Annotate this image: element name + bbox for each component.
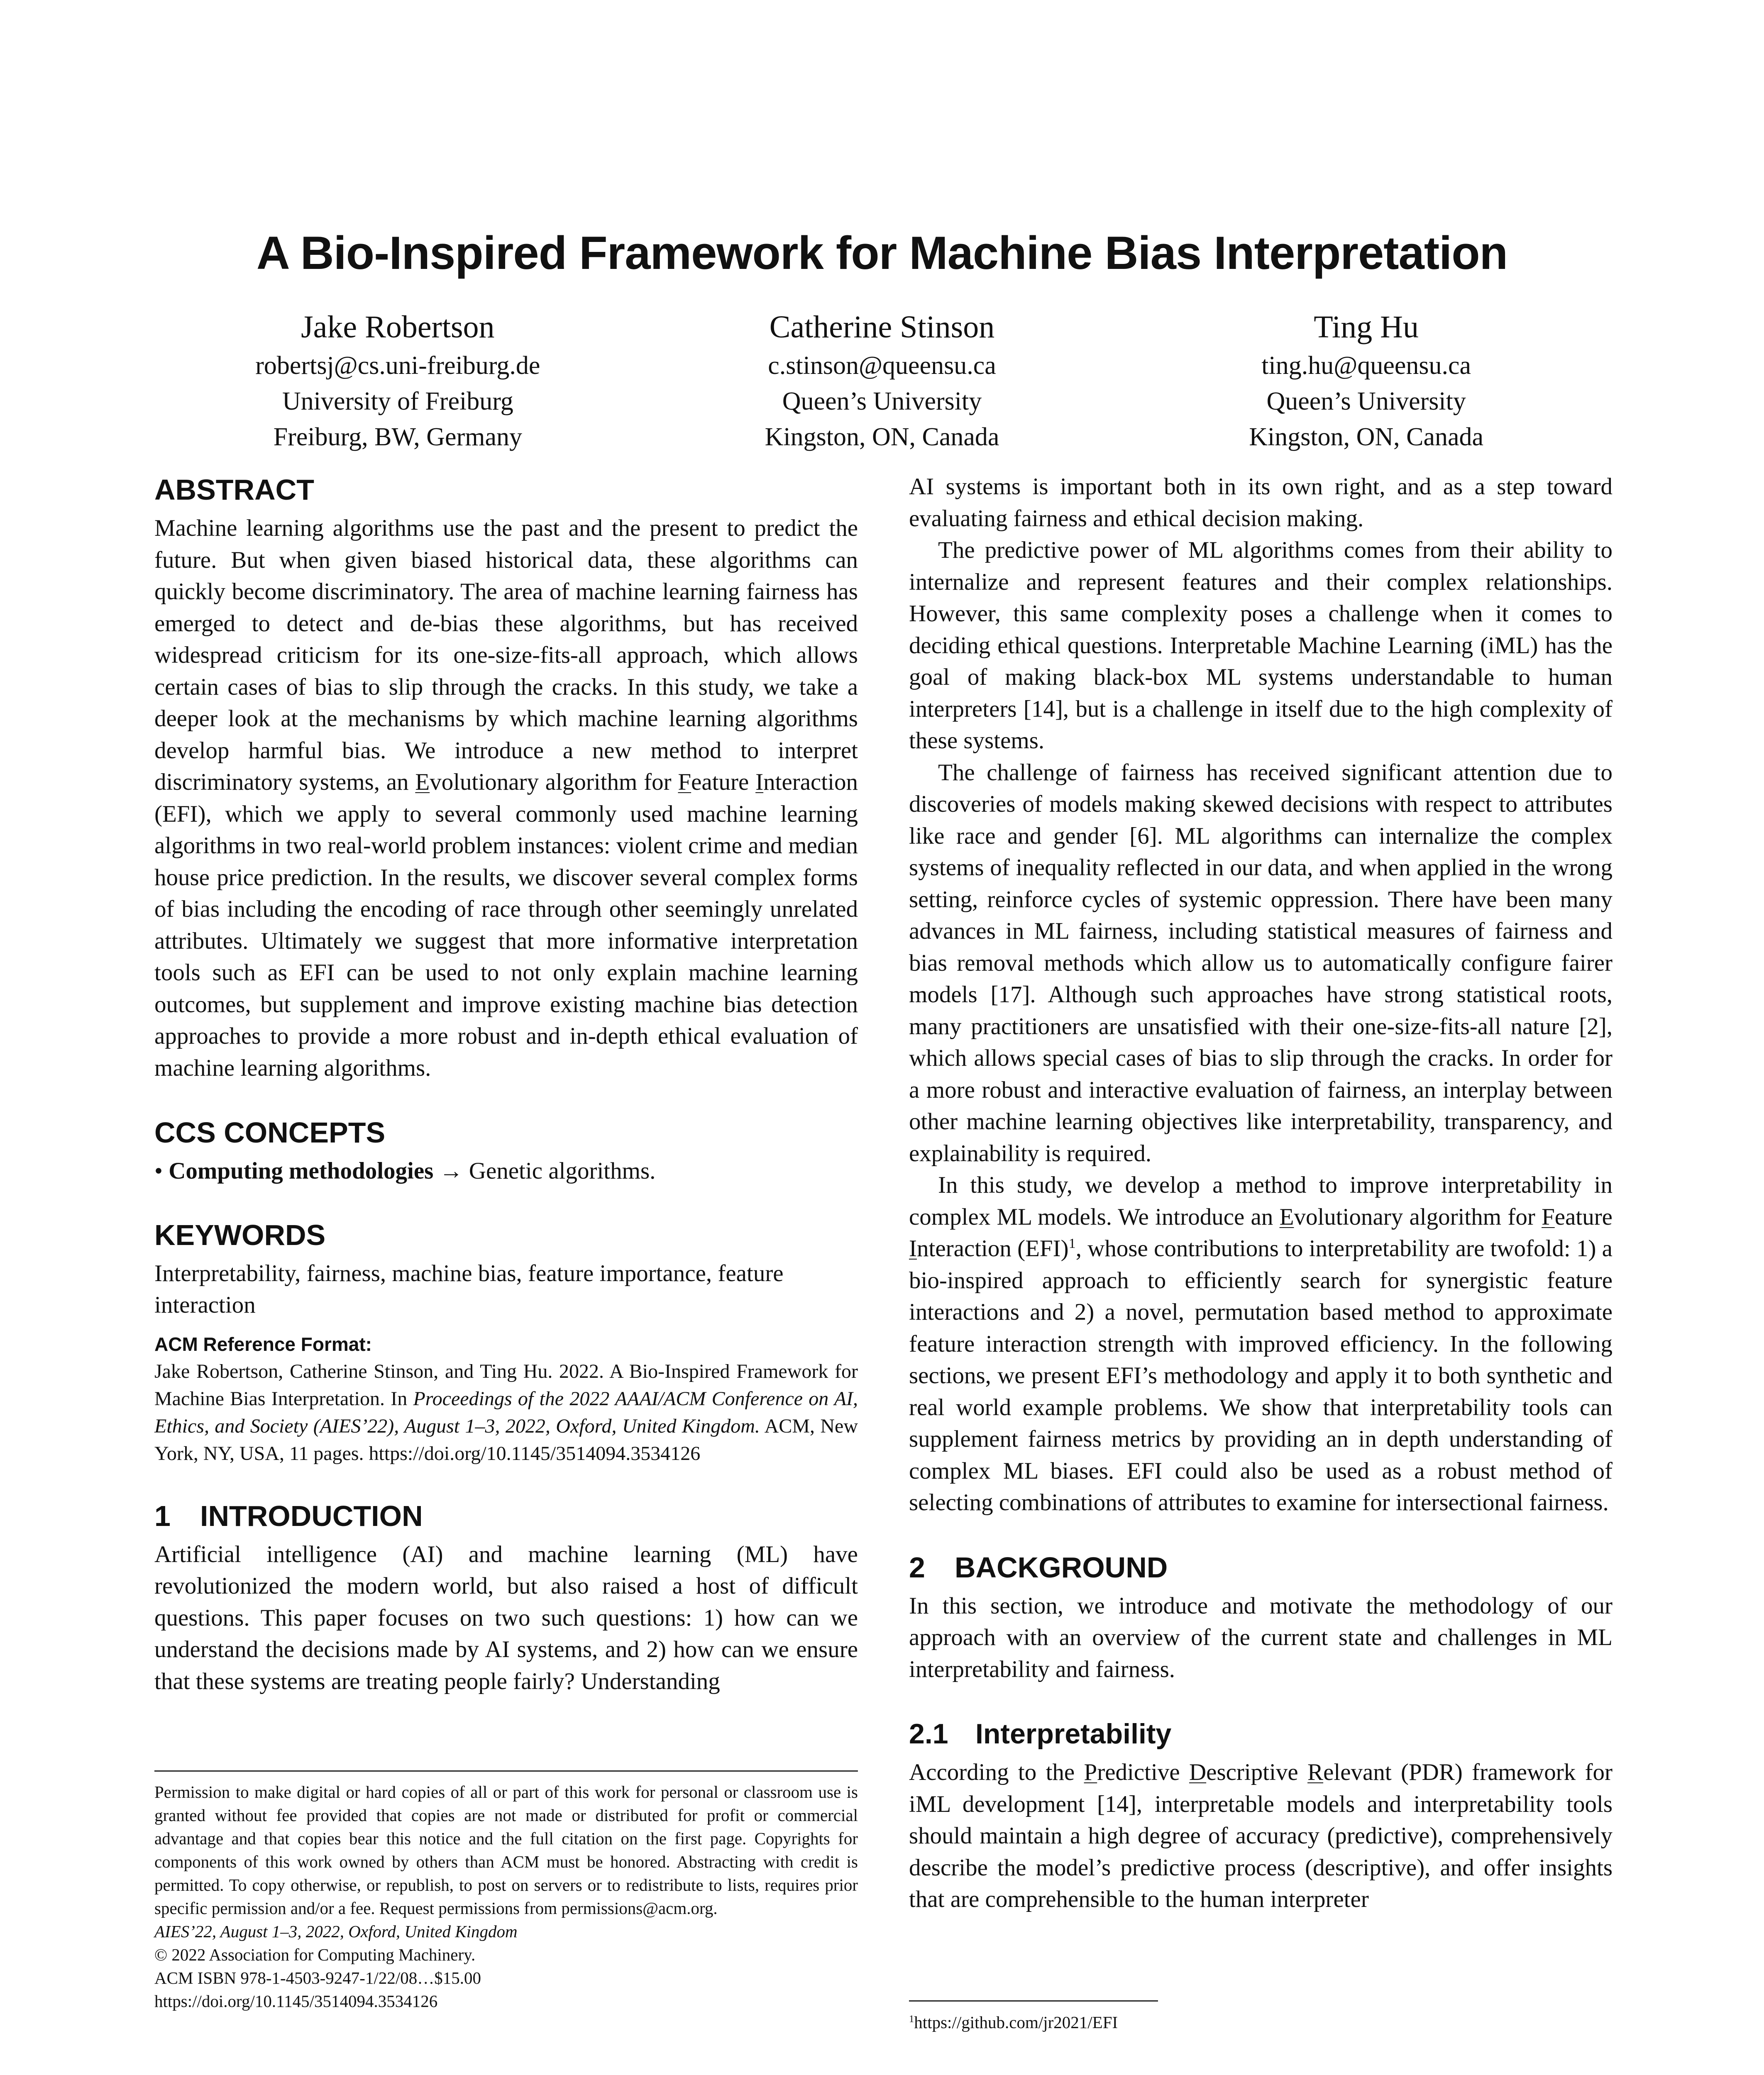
author-1 — [156, 306, 640, 455]
ccs-heading: CCS CONCEPTS — [154, 1116, 386, 1149]
acm-reference-heading: ACM Reference Format: — [154, 1333, 372, 1355]
subsection-heading-interpretability: 2.1 Interpretability — [909, 1718, 1172, 1750]
author-affiliation: Queen’s University — [782, 387, 982, 415]
footnote-divider — [154, 1770, 858, 1772]
author-name: Catherine Stinson — [769, 310, 995, 344]
intro-left-text: Artificial intelligence (AI) and machine learning (ML) have revolutionized the modern world, but also raised a host of difficult questions. This paper focuses on two such questions: 1) how can we understand the decisions made by AI systems, and 2) how can we ensure that these systems are treating people fairly? Understanding — [154, 1541, 858, 1694]
abstract-heading: ABSTRACT — [154, 474, 314, 506]
author-block — [156, 306, 1608, 455]
author-email: robertsj@cs.uni-freiburg.de — [255, 352, 540, 380]
permission-notice — [154, 1780, 858, 2013]
doi-line: https://doi.org/10.1145/3514094.3534126 — [154, 1992, 438, 2011]
section-heading-background: 2 BACKGROUND — [909, 1551, 1168, 1584]
section-heading-introduction: 1 INTRODUCTION — [154, 1499, 423, 1532]
author-name: Ting Hu — [1314, 310, 1419, 344]
isbn-line: ACM ISBN 978-1-4503-9247-1/22/08…$15.00 — [154, 1968, 481, 1987]
ccs-concepts: • Computing methodologies → Genetic algorithms. — [154, 1158, 656, 1184]
author-email: ting.hu@queensu.ca — [1261, 352, 1471, 380]
footnote-1: $^1$https://github.com/jr2021/EFI — [909, 2013, 1118, 2032]
footnote-marker: 1 — [1068, 1236, 1076, 1251]
intro-paragraph: The predictive power of ML algorithms comes from their ability to internalize and represent features and their complex relationships. However, this same complexity poses a challenge when it comes to deciding ethical questions. Interpretable Machine Learning (iML) has the goal of making black-box ML systems understandable to human interpreters [14], but is a challenge in itself due to the high complexity of these systems. — [909, 537, 1613, 754]
right-column — [909, 471, 1613, 1916]
author-email: c.stinson@queensu.ca — [768, 352, 996, 380]
author-affiliation: University of Freiburg — [282, 387, 513, 415]
interpretability-text: According to the Predictive Descriptive Relevant (PDR) framework for iML development [14], interpretable models and interpretability tools should maintain a high degree of accuracy (predictive), comprehensively describe the model’s predictive process (descriptive), and offer insights that are comprehensible to the human interpreter — [909, 1759, 1613, 1912]
author-affiliation: Queen’s University — [1266, 387, 1466, 415]
intro-paragraph: The challenge of fairness has received significant attention due to discoveries of models making skewed decisions with respect to attributes like race and gender [6]. ML algorithms can internalize the complex systems of inequality reflected in our data, and when applied in the wrong setting, reinforce cycles of systemic oppression. There have been many advances in ML fairness, including statistical measures of fairness and bias removal methods which allow us to automatically configure fairer models [17]. Although such approaches have strong statistical roots, many practitioners are unsatisfied with their one-size-fits-all nature [2], which allows special cases of bias to slip through the cracks. In order for a more robust and interactive evaluation of fairness, an interplay between other machine learning objectives like interpretability, transparency, and explainability is required. — [909, 759, 1613, 1167]
copyright-line: © 2022 Association for Computing Machinery. — [154, 1945, 476, 1964]
conference-info: AIES’22, August 1–3, 2022, Oxford, United Kingdom — [154, 1922, 518, 1941]
intro-paragraph: In this study, we develop a method to improve interpretability in complex ML models. We introduce an Evolutionary algorithm for Feature Interaction (EFI)$^1$, whose contributions to interpretability are twofold: 1) a bio-inspired approach to efficiently search for synergistic feature interactions and 2) a novel, permutation based method to approximate feature interaction strength with improved efficiency. In the following sections, we present EFI’s methodology and apply it to both synthetic and real world example problems. We show that interpretability tools can supplement fairness metrics by providing an in depth understanding of complex ML biases. EFI could also be used as a robust method of selecting combinations of attributes to examine for intersectional fairness. — [909, 1172, 1613, 1516]
author-location: Freiburg, BW, Germany — [273, 423, 522, 451]
author-3 — [1124, 306, 1608, 455]
paper-title: A Bio-Inspired Framework for Machine Bias Interpretation — [256, 227, 1508, 279]
author-2 — [640, 306, 1124, 455]
author-name: Jake Robertson — [301, 310, 495, 344]
keywords-heading: KEYWORDS — [154, 1218, 326, 1251]
background-text: In this section, we introduce and motivate the methodology of our approach with an overview of the current state and challenges in ML interpretability and fairness. — [909, 1592, 1613, 1682]
permission-text: Permission to make digital or hard copies of all or part of this work for personal or classroom use is granted without fee provided that copies are not made or distributed for profit or commercial advantage and that copies bear this notice and the full citation on the first page. Copyrights for components of this work owned by others than ACM must be honored. Abstracting with credit is permitted. To copy otherwise, or republish, to post on servers or to redistribute to lists, requires prior specific permission and/or a fee. Request permissions from permissions@acm.org. — [154, 1782, 858, 1918]
acm-reference-text: Jake Robertson, Catherine Stinson, and Ting Hu. 2022. A Bio-Inspired Framework for Machine Bias Interpretation. In Proceedings of the 2022 AAAI/ACM Conference on AI, Ethics, and Society (AIES’22), August 1–3, 2022, Oxford, United Kingdom. ACM, New York, NY, USA, 11 pages. https://doi.org/10.1145/3514094.3534126 — [154, 1360, 858, 1465]
left-column — [154, 471, 858, 1697]
author-location: Kingston, ON, Canada — [1249, 423, 1484, 451]
intro-paragraph: AI systems is important both in its own right, and as a step toward evaluating fairness and ethical decision making. — [909, 474, 1613, 532]
footnote-divider-right — [909, 2000, 1158, 2002]
author-location: Kingston, ON, Canada — [765, 423, 999, 451]
abstract-text: Machine learning algorithms use the past and the present to predict the future. But when given biased historical data, these algorithms can quickly become discriminatory. The area of machine learning fairness has emerged to detect and de-bias these algorithms, but has received widespread criticism for its one-size-fits-all approach, which allows certain cases of bias to slip through the cracks. In this study, we take a deeper look at the mechanisms by which machine learning algorithms develop harmful bias. We introduce a new method to interpret discriminatory systems, an Evolutionary algorithm for Feature Interaction (EFI), which we apply to several commonly used machine learning algorithms in two real-world problem instances: violent crime and median house price prediction. In the results, we discover several complex forms of bias including the encoding of race through other seemingly unrelated attributes. Ultimately we suggest that more informative interpretation tools such as EFI can be used to not only explain machine learning outcomes, but supplement and improve existing machine bias detection approaches to provide a more robust and in-depth ethical evaluation of machine learning algorithms. — [154, 515, 858, 1081]
keywords-text: Interpretability, fairness, machine bias, feature importance, feature interaction — [154, 1260, 784, 1318]
